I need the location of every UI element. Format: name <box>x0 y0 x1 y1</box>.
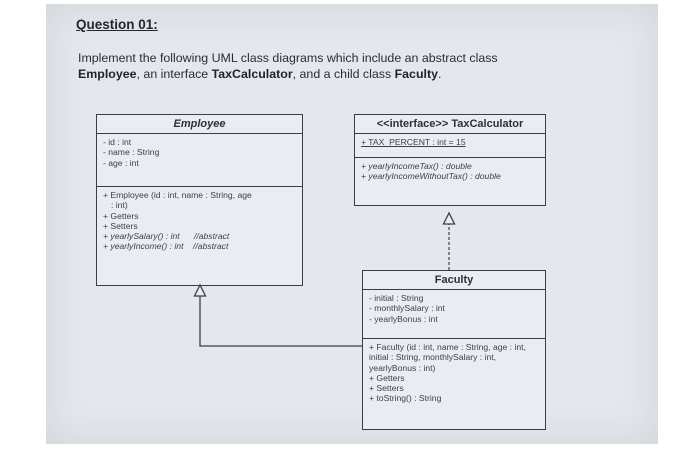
taxcalculator-tax-percent: + TAX_PERCENT : int = 15 <box>361 137 466 147</box>
employee-yearly-income: + yearlyIncome() : int //abstract <box>103 241 229 252</box>
taxcalculator-interface-name: <<interface>> TaxCalculator <box>355 115 545 134</box>
faculty-attr-monthly-salary: - monthlySalary : int <box>369 303 445 314</box>
faculty-constructor-cont-2: yearlyBonus : int) <box>369 362 436 373</box>
employee-constructor-cont: : int) <box>111 200 128 211</box>
employee-yearly-salary: + yearlySalary() : int //abstract <box>103 231 230 242</box>
intro-text-3: . <box>437 67 442 81</box>
employee-attr-name: - name : String <box>103 147 160 158</box>
faculty-setters: + Setters <box>369 383 404 394</box>
faculty-attr-yearly-bonus: - yearlyBonus : int <box>369 313 438 324</box>
faculty-to-string: + toString() : String <box>369 393 442 404</box>
inheritance-arrow <box>195 285 363 346</box>
taxcalculator-yearly-income-without-tax: + yearlyIncomeWithoutTax() : double <box>361 171 501 182</box>
faculty-class-name: Faculty <box>363 271 545 290</box>
employee-attr-id: - id : int <box>103 137 132 147</box>
faculty-constructor: + Faculty (id : int, name : String, age : int, <box>369 342 526 352</box>
employee-constructor: + Employee (id : int, name : String, age <box>103 190 252 200</box>
taxcalculator-yearly-income-tax: + yearlyIncomeTax() : double <box>361 161 472 171</box>
instructions-line-1: Implement the following UML class diagrams which include an abstract class <box>78 51 498 65</box>
intro-text-1: , an interface <box>136 67 212 81</box>
faculty-term: Faculty <box>394 67 438 81</box>
employee-setters: + Setters <box>103 220 138 231</box>
employee-getters: + Getters <box>103 210 139 221</box>
faculty-constructor-cont-1: initial : String, monthlySalary : int, <box>369 352 497 363</box>
taxcalculator-term: TaxCalculator <box>211 67 293 81</box>
faculty-attr-initial: - initial : String <box>369 293 424 303</box>
realization-arrow <box>444 213 455 270</box>
intro-text-2: , and a child class <box>292 67 395 81</box>
employee-attr-age: - age : int <box>103 157 139 168</box>
faculty-getters: + Getters <box>369 372 405 383</box>
employee-class-name: Employee <box>97 115 302 134</box>
employee-term: Employee <box>78 67 137 81</box>
question-title: Question 01: <box>76 17 158 32</box>
